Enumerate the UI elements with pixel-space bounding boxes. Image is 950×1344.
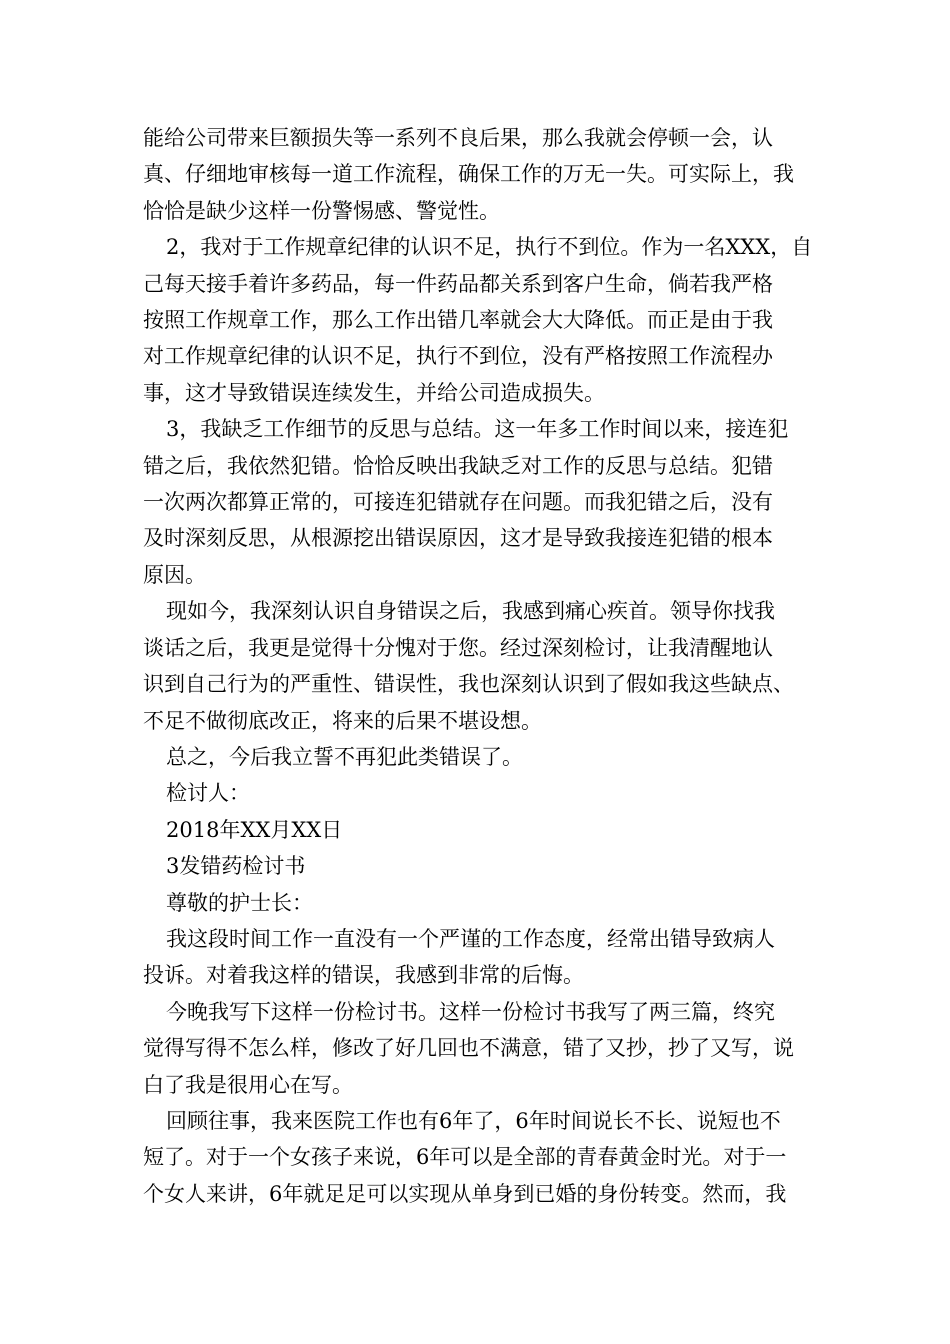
text-line: 错之后，我依然犯错。恰恰反映出我缺乏对工作的反思与总结。犯错: [143, 453, 773, 478]
text-line: 识到自己行为的严重性、错误性，我也深刻认识到了假如我这些缺点、: [143, 672, 794, 697]
text-line: 事，这才导致错误连续发生，并给公司造成损失。: [143, 380, 605, 405]
text-line: 原因。: [143, 562, 206, 587]
text-line: 能给公司带来巨额损失等一系列不良后果，那么我就会停顿一会，认: [143, 126, 773, 150]
text-line: 按照工作规章工作，那么工作出错几率就会大大降低。而正是由于我: [143, 308, 773, 333]
text-line: 回顾往事，我来医院工作也有6年了，6年时间说长不长、说短也不: [166, 1108, 781, 1133]
text-line: 一次两次都算正常的，可接连犯错就存在问题。而我犯错之后，没有: [143, 490, 773, 515]
text-line: 己每天接手着许多药品，每一件药品都关系到客户生命，倘若我严格: [143, 271, 773, 296]
section-title: 3发错药检讨书: [166, 854, 306, 879]
text-line: 短了。对于一个女孩子来说，6年可以是全部的青春黄金时光。对于一: [143, 1145, 787, 1170]
text-line: 及时深刻反思，从根源挖出错误原因，这才是导致我接连犯错的根本: [143, 526, 773, 551]
text-line: 投诉。对着我这样的错误，我感到非常的后悔。: [143, 963, 584, 988]
text-line: 尊敬的护士长：: [166, 890, 313, 915]
text-line: 觉得写得不怎么样，修改了好几回也不满意，错了又抄，抄了又写，说: [143, 1036, 794, 1061]
text-line: 2018年XX月XX日: [166, 817, 343, 842]
text-line: 总之，今后我立誓不再犯此类错误了。: [166, 744, 523, 769]
text-line: 我这段时间工作一直没有一个严谨的工作态度，经常出错导致病人: [166, 926, 775, 951]
text-line: 3，我缺乏工作细节的反思与总结。这一年多工作时间以来，接连犯: [166, 417, 789, 442]
text-line: 今晚我写下这样一份检讨书。这样一份检讨书我写了两三篇，终究: [166, 999, 775, 1024]
text-line: 真、仔细地审核每一道工作流程，确保工作的万无一失。可实际上，我: [143, 162, 794, 187]
text-line: 对工作规章纪律的认识不足，执行不到位，没有严格按照工作流程办: [143, 344, 773, 369]
text-line: 谈话之后，我更是觉得十分愧对于您。经过深刻检讨，让我清醒地认: [143, 635, 773, 660]
text-line: 恰恰是缺少这样一份警惕感、警觉性。: [143, 198, 500, 223]
text-line: 检讨人：: [166, 781, 250, 806]
text-line: 个女人来讲，6年就足足可以实现从单身到已婚的身份转变。然而，我: [143, 1181, 787, 1206]
text-line: 白了我是很用心在写。: [143, 1072, 353, 1097]
text-line: 2，我对于工作规章纪律的认识不足，执行不到位。作为一名XXX，自: [166, 235, 813, 260]
text-line: 现如今，我深刻认识自身错误之后，我感到痛心疾首。领导你找我: [166, 599, 775, 624]
text-line: 不足不做彻底改正，将来的后果不堪设想。: [143, 708, 542, 733]
document-body: [143, 120, 823, 1212]
